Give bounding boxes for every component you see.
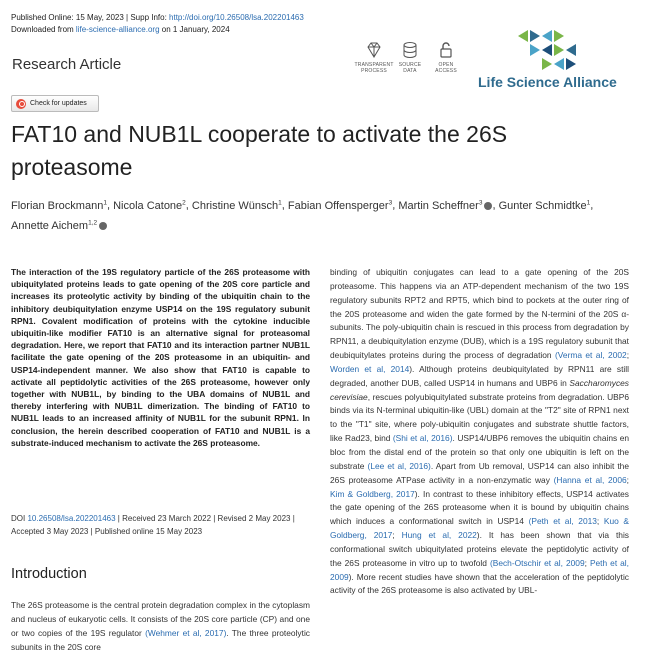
orcid-icon[interactable] (484, 202, 492, 210)
body-text: ; (626, 474, 629, 485)
orcid-icon[interactable] (99, 222, 107, 230)
species-name: Saccharomyces cerevisiae (330, 377, 629, 402)
citation-link[interactable]: (Wehmer et al, 2017) (145, 628, 227, 638)
downloaded-line: Downloaded from life-science-alliance.org on 1 January, 2024 (11, 25, 230, 34)
doi-line: DOI 10.26508/lsa.202201463 | Received 23 March 2022 | Revised 2 May 2023 | Accepted 3 May 2023 | Published online 15 May 2023 (11, 514, 295, 536)
abstract: The interaction of the 19S regulatory particle of the 26S proteasome with ubiquitylated proteins leads to gate opening of the 20S core particle and increases its proteolytic activity by binding of the ubiquitin chain to the inhibitory deubiquitylation enzyme USP14 on the 19S regulatory subunit RPN1. Covalent modification of proteins with the cytokine inducible ubiquitin-like modifier FAT10 is an alternative signal for proteasomal degradation. Here, we report that FAT10 and its interaction partner NUB1L facilitate the gate opening of the 20S proteasome in an ubiquitin- and USP14-independent manner. We also show that FAT10 is capable to activate all peptidolytic activities of the 26S proteasome, however only together with NUB1L, by binding to the UBA domains of NUB1L and thereby interfering with NUB1L dimerization. The binding of FAT10 to NUB1L leads to an increased affinity of NUB1L for the subunit RPN1. In conclusion, the herein described cooperation of FAT10 and NUB1L is a substrate-induced mechanism to activate the 26S proteasome. (11, 267, 310, 448)
body-text: ). More recent studies have shown that the acceleration of the peptidolytic activity of the 26S proteasome is also activated by UBL- (330, 571, 629, 596)
logo-text: Life Science Alliance (478, 74, 617, 90)
body-text: ). In contrast to these inhibitory effects, USP14 activates the gate opening of the 26S proteasome when it is bound by ubiquitin chains which induces a conformational switch in USP14 (330, 488, 629, 527)
body-text: ). It has been shown that via this conformational switch ubiquitylated proteins elevate the peptidolytic activity of the 26S proteasome in vitro up to twofold (330, 530, 629, 568)
body-text-column-2 (330, 266, 629, 598)
lsa-logo-mark-icon (518, 26, 588, 72)
citation-link[interactable]: (Hanna et al, 2006 (553, 474, 627, 485)
author[interactable]: Christine Wünsch$^1$ (191, 199, 282, 212)
published-line: Published Online: 15 May, 2023 | Supp Info: http://doi.org/10.26508/lsa.202201463 (11, 13, 304, 22)
author[interactable]: Florian Brockmann$^1$ (11, 199, 107, 212)
author[interactable]: Fabian Offensperger$^3$ (287, 199, 393, 212)
body-text: ; (584, 557, 590, 568)
database-icon (400, 40, 420, 60)
author[interactable]: Annette Aichem$^{1,2}$ (11, 220, 107, 232)
author[interactable]: Nicola Catone$^2$ (113, 199, 186, 212)
crossmark-icon (16, 99, 26, 109)
citation-link[interactable]: Kim & Goldberg, 2017 (330, 488, 415, 499)
citation-link[interactable]: (Peth et al, 2013 (528, 516, 597, 527)
citation-link[interactable]: (Shi et al, 2016) (392, 433, 453, 444)
doi-link[interactable]: 10.26508/lsa.202201463 (27, 514, 116, 523)
supp-info-link[interactable]: http://doi.org/10.26508/lsa.202201463 (169, 13, 304, 22)
diamond-icon (364, 40, 384, 60)
article-type: Research Article (12, 56, 122, 73)
introduction-text: The 26S proteasome is the central protein degradation complex in the cytoplasm and nucleus of eukaryotic cells. It consists of the 20S core particle (CP) and one or two copies of the 19S regulator (Wehmer et al, 2017). The three proteolytic subunits in the 20S core (11, 600, 310, 652)
body-text: . Apart from Ub removal, USP14 can also inhibit the 26S proteasome ATPase activity in a non-enzymatic way (330, 460, 629, 485)
citation-link[interactable]: (Bech-Otschir et al, 2009 (489, 557, 585, 568)
body-text: ). Although proteins deubiquitylated by RPN11 are still degraded, another DUB, called USP14 in humans and UBP6 in (330, 363, 629, 388)
author[interactable]: Gunter Schmidtke$^1$ (498, 199, 591, 212)
citation-link[interactable]: (Verma et al, 2002 (555, 350, 627, 361)
body-text: binding of ubiquitin conjugates can lead to a gate opening of the 20S proteasome. This happens via an ATP-dependent mechanism of the two 19S regulatory subunits RPT2 and RPT5, which bind to pockets at the outer ring of the 20S proteasome and widen the gate formed by the N-termini of the 20S α-subunits. The poly-ubiquitin chain is rescued in this process from degradation by RPN11, a deubiquitylation enzyme (DUB), which is a 19S regulatory subunit that deubiquitylates proteins during the process of degradation (330, 267, 629, 361)
author[interactable]: Martin Scheffner$^3$ (398, 200, 492, 212)
transparent-process-badge[interactable]: TRANSPARENT PROCESS (360, 40, 388, 74)
body-text: ; (626, 350, 630, 361)
open-access-badge[interactable]: OPEN ACCESS (432, 40, 460, 74)
journal-site-link[interactable]: life-science-alliance.org (75, 25, 160, 34)
source-data-badge[interactable]: SOURCE DATA (396, 40, 424, 74)
open-lock-icon (436, 40, 456, 60)
body-text: ; (392, 530, 402, 541)
policy-badges (354, 40, 460, 74)
body-text: . USP14/UBP6 removes the ubiquitin chains en bloc from the distal end of the protein so that only one ubiquitin is left on the substrate (330, 433, 630, 471)
body-text: , rescues polyubiquitylated substrate proteins from degradation. UBP6 binds via its N-terminal ubiquitin-like (UBL) domain at the "T2" site of RPN1 next to the "T1" site, where poly-ubiquitin conjugates and substrate shuttle factors, like Rad23, bind (330, 391, 629, 444)
citation-link[interactable]: (Lee et al, 2016) (367, 460, 431, 471)
body-text: ; (596, 516, 604, 527)
citation-link[interactable]: Peth et al, 2009 (330, 557, 629, 582)
article-title: FAT10 and NUB1L cooperate to activate the 26S proteasome (11, 121, 508, 180)
author-list: Florian Brockmann$^1$, Nicola Catone$^2$, Christine Wünsch$^1$, Fabian Offensperger$^3$, Martin Scheffner$^3$ , Gunter Schmidtke$^1$, Annette Aichem$^{1,2}$ (11, 199, 594, 233)
citation-link[interactable]: Hung et al, 2022 (401, 530, 477, 541)
citation-link[interactable]: Kuo & Goldberg, 2017 (330, 516, 629, 541)
check-for-updates-button[interactable]: Check for updates (11, 95, 99, 112)
citation-link[interactable]: Worden et al, 2014 (330, 363, 410, 374)
introduction-heading: Introduction (11, 566, 87, 582)
